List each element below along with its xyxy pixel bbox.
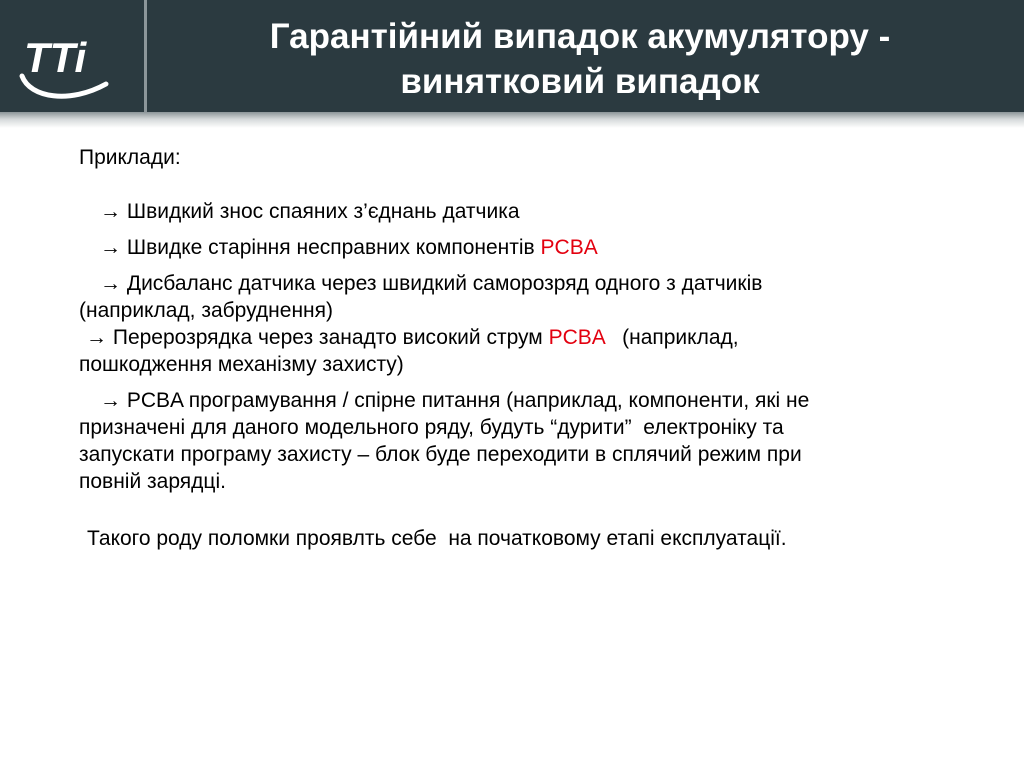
list-item-3 [79,270,979,297]
tti-logo [16,24,134,104]
logo-text: TTi [24,34,87,81]
item-1-text: Швидкий знос спаяних з’єднань датчика [126,200,520,223]
list-item-4 [79,324,979,351]
logo-panel [0,0,144,118]
conclusion-text: Такого роду поломки проявлть себе на початковому етапі експлуатації. [87,527,787,550]
intro-label: Приклади: [79,146,181,169]
item-4-text-cont: пошкодження механізму захисту) [79,353,404,376]
list-item-1 [79,198,979,225]
item-3-text-cont: (наприклад, забруднення) [79,299,333,322]
header-fade-band [0,112,1024,128]
arrow-icon: → [100,236,121,259]
item-4-text: Перерозрядка через занадто високий струм [112,326,549,349]
item-4-highlight: PCBA [548,326,605,349]
arrow-icon: → [100,200,121,223]
item-5-text: PCBA програмування / спірне питання (наприклад, компоненти, які не [126,389,810,412]
slide-title [160,14,1000,104]
logo-divider [144,0,147,112]
item-4-text-after: (наприклад, [604,326,739,349]
item-2-text: Швидке старіння несправних компонентів [126,236,541,259]
item-5-text-cont-1: призначені для даного модельного ряду, будуть “дурити” електроніку та [79,416,784,439]
item-2-highlight: PCBA [540,236,598,259]
title-line-2: винятковий випадок [400,62,760,101]
item-5-text-cont-2: запускати програму захисту – блок буде переходити в сплячий режим при [79,443,802,466]
item-3-text: Дисбаланс датчика через швидкий саморозряд одного з датчиків [126,272,763,295]
list-item-5 [79,387,979,414]
arrow-icon: → [100,272,121,295]
arrow-icon: → [100,389,121,412]
content-body [79,144,979,552]
header-bar [0,0,1024,118]
title-line-1: Гарантійний випадок акумулятору - [269,17,891,56]
item-5-text-cont-3: повній зарядці. [79,470,226,493]
arrow-icon: → [86,326,107,349]
list-item-2 [79,234,979,261]
